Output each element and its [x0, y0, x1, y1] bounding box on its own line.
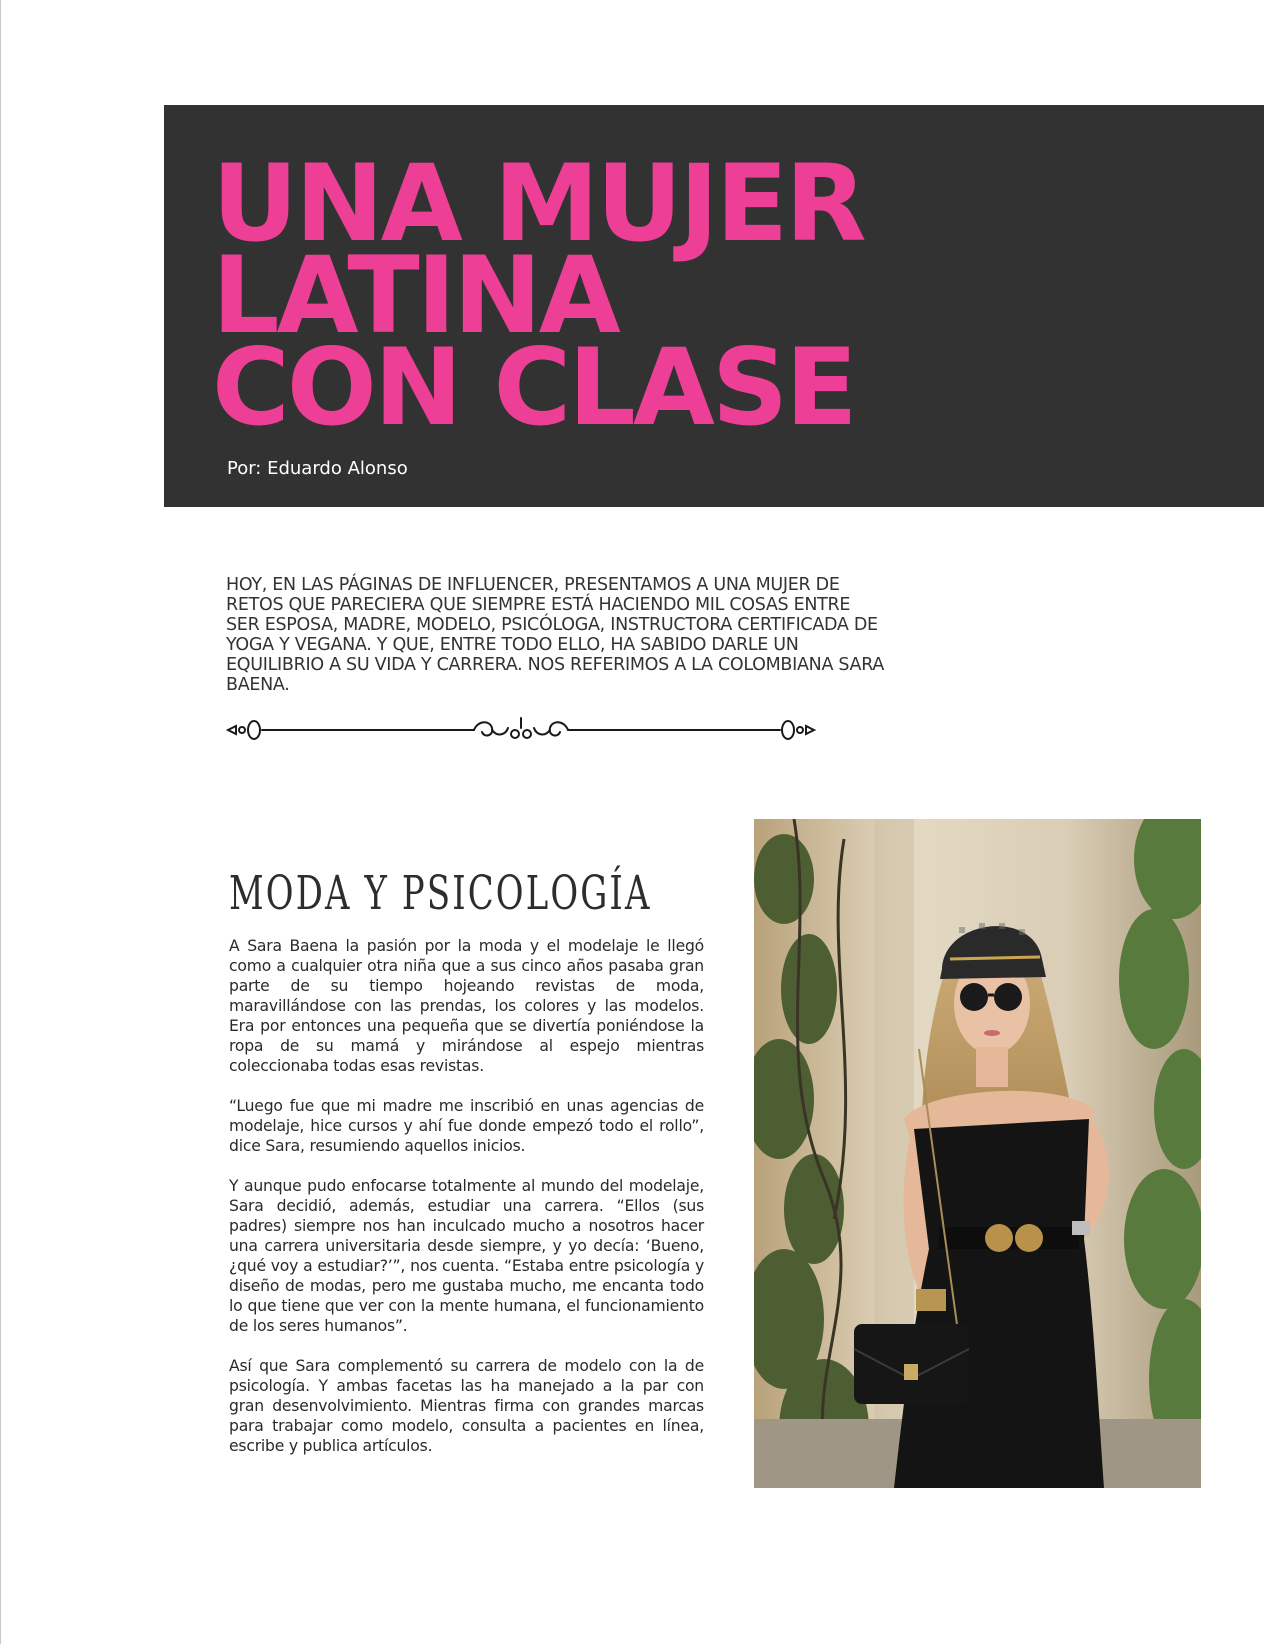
photo-illustration	[754, 819, 1201, 1488]
headline-line-3: CON CLASE	[212, 326, 855, 449]
ornamental-divider	[226, 712, 816, 748]
body-paragraph: “Luego fue que mi madre me inscribió en unas agencias de modelaje, hice cursos y ahí fue donde empezó todo el rollo”, dice Sara, resumiendo aquellos inicios.	[229, 1097, 704, 1155]
article-body	[229, 936, 704, 1476]
portrait-photo	[754, 819, 1201, 1488]
headline-line-2: LATINA	[212, 234, 618, 357]
section-title: MODA Y PSICOLOGÍA	[229, 866, 652, 921]
body-paragraph: A Sara Baena la pasión por la moda y el modelaje le llegó como a cualquier otra niña que a sus cinco años pasaba gran parte de su tiempo hojeando revistas de moda, maravillándose con las prendas, los colores y las modelos. Era por entonces una pequeña que se divertía poniéndose la ropa de su mamá y mirándose al espejo mientras coleccionaba todas esas revistas.	[229, 937, 704, 1075]
page-edge-rule	[0, 0, 1, 1644]
headline-line-1: UNA MUJER	[212, 142, 864, 265]
body-paragraph: Así que Sara complementó su carrera de modelo con la de psicología. Y ambas facetas las ha manejado a la par con gran desenvolvimiento. Mientras firma con grandes marcas para trabajar como modelo, consulta a pacientes en línea, escribe y publica artículos.	[229, 1357, 704, 1455]
byline: Por: Eduardo Alonso	[227, 458, 408, 479]
headline	[212, 142, 864, 449]
lead-paragraph: HOY, EN LAS PÁGINAS DE INFLUENCER, PRESENTAMOS A UNA MUJER DE RETOS QUE PARECIERA QUE SIEMPRE ESTÁ HACIENDO MIL COSAS ENTRE SER ESPOSA, MADRE, MODELO, PSICÓLOGA, INSTRUCTORA CERTIFICADA DE YOGA Y VEGANA. Y QUE, ENTRE TODO ELLO, HA SABIDO DARLE UN EQUILIBRIO A SU VIDA Y CARRERA. NOS REFERIMOS A LA COLOMBIANA SARA BAENA.	[226, 575, 885, 695]
body-paragraph: Y aunque pudo enfocarse totalmente al mundo del modelaje, Sara decidió, además, estudiar una carrera. “Ellos (sus padres) siempre nos han inculcado mucho a nosotros hacer una carrera universitaria desde siempre, y yo decía: ‘Bueno, ¿qué voy a estudiar?’”, nos cuenta. “Estaba entre psicología y diseño de modas, pero me gustaba mucho, me encanta todo lo que tiene que ver con la mente humana, el funcionamiento de los seres humanos”.	[229, 1177, 704, 1335]
